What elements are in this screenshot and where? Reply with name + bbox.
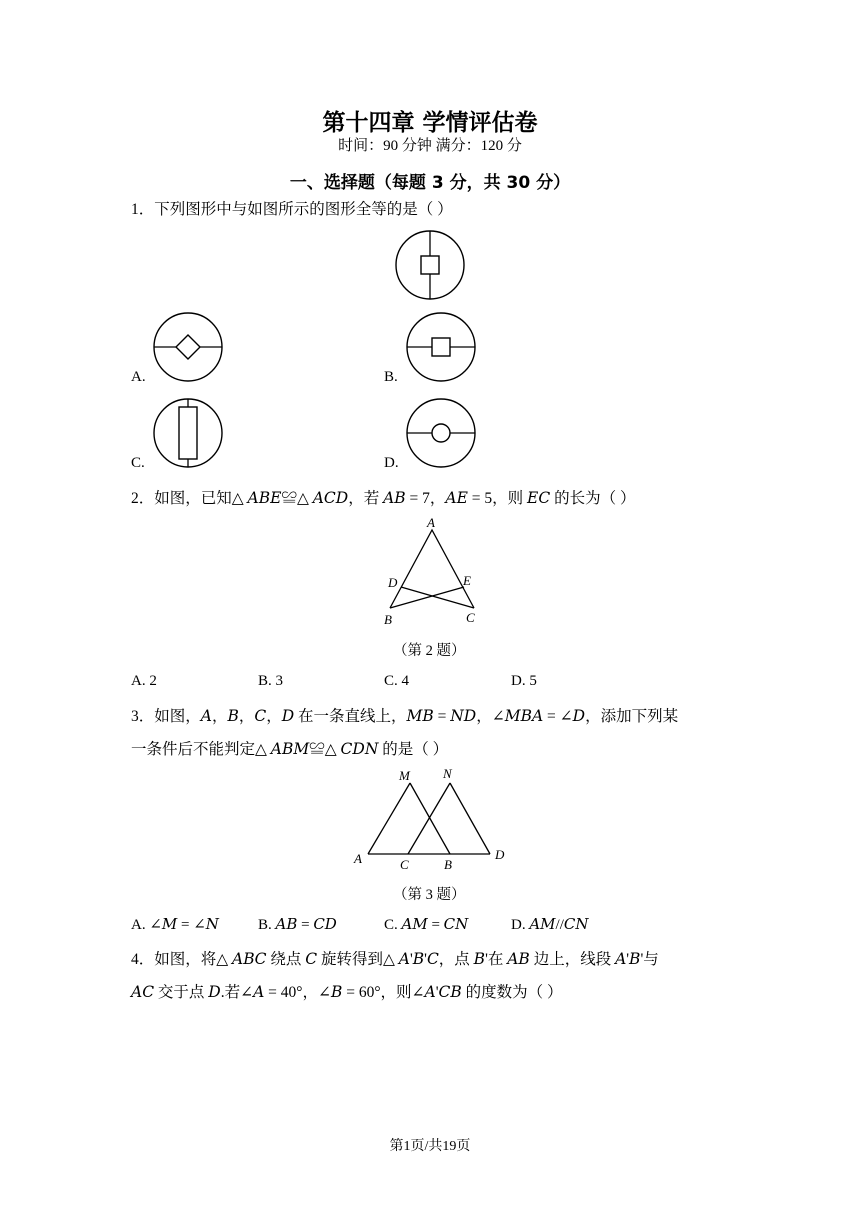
q2-label-c: C <box>466 610 475 625</box>
q1-option-b-label[interactable]: B. <box>384 369 398 385</box>
q2-label-a: A <box>427 515 435 530</box>
section-heading: 一、选择题（每题 3 分，共 30 分） <box>289 173 571 193</box>
q1-option-d-figure[interactable] <box>404 397 480 471</box>
q3-label-a: A <box>354 851 362 866</box>
q1-option-a-label[interactable]: A. <box>131 369 146 385</box>
q2-triangle-figure <box>382 514 482 630</box>
q2-option-c[interactable]: C. 4 <box>384 673 410 689</box>
q3-option-b[interactable]: B. 𝐴𝐵 = 𝐶𝐷 <box>258 917 337 933</box>
q3-option-c[interactable]: C. 𝐴𝑀 = 𝐶𝑁 <box>384 917 469 933</box>
q3-figure-caption: （第 3 题） <box>393 887 466 903</box>
q3-label-d: D <box>495 847 505 862</box>
page-number: 第1页/共19页 <box>389 1139 471 1154</box>
question-3-text-line-1: 3．如图，𝐴，𝐵，𝐶，𝐷 在一条直线上，𝑀𝐵 = 𝑁𝐷，∠𝑀𝐵𝐴 = ∠𝐷，添加下列某 <box>131 708 679 725</box>
q3-label-b: B <box>444 857 452 872</box>
q2-option-a[interactable]: A. 2 <box>131 673 157 689</box>
q3-label-c: C <box>400 857 409 872</box>
question-3-text-line-2: 一条件后不能判定△ 𝐴𝐵𝑀≌△ 𝐶𝐷𝑁 的是（ ） <box>131 741 449 758</box>
question-2-text: 2．如图，已知△ 𝐴𝐵𝐸≌△ 𝐴𝐶𝐷，若 𝐴𝐵 = 7，𝐴𝐸 = 5，则 𝐸𝐶 的长为（ ） <box>131 490 636 507</box>
q1-option-a-figure[interactable] <box>151 311 227 385</box>
q2-label-b: B <box>384 612 392 627</box>
exam-info: 时间：90 分钟 满分：120 分 <box>338 138 522 154</box>
q1-option-c-figure[interactable] <box>151 397 227 471</box>
q1-reference-figure <box>392 228 472 302</box>
q2-option-b[interactable]: B. 3 <box>258 673 284 689</box>
q2-figure-caption: （第 2 题） <box>393 643 466 659</box>
q3-label-n: N <box>443 766 452 781</box>
q2-option-d[interactable]: D. 5 <box>511 673 537 689</box>
q2-label-e: E <box>463 573 471 588</box>
question-4-text-line-2: 𝐴𝐶 交于点 𝐷.若∠𝐴 = 40°，∠𝐵 = 60°，则∠𝐴'𝐶𝐵 的度数为（ ） <box>131 984 563 1001</box>
q1-option-b-figure[interactable] <box>404 311 480 385</box>
q1-option-c-label[interactable]: C. <box>131 455 145 471</box>
q1-option-d-label[interactable]: D. <box>384 455 399 471</box>
question-4-text-line-1: 4．如图，将△ 𝐴𝐵𝐶 绕点 𝐶 旋转得到△ 𝐴'𝐵'𝐶，点 𝐵'在 𝐴𝐵 边上，线段 𝐴'𝐵'与 <box>131 951 659 968</box>
q2-label-d: D <box>388 575 398 590</box>
q3-option-d[interactable]: D. 𝐴𝑀//𝐶𝑁 <box>511 917 589 933</box>
q3-triangles-figure <box>350 766 520 872</box>
page-title: 第十四章 学情评估卷 <box>322 110 538 136</box>
q3-label-m: M <box>399 768 410 783</box>
q3-option-a[interactable]: A. ∠𝑀 = ∠𝑁 <box>131 917 219 933</box>
question-1-text: 1．下列图形中与如图所示的图形全等的是（ ） <box>131 201 453 218</box>
